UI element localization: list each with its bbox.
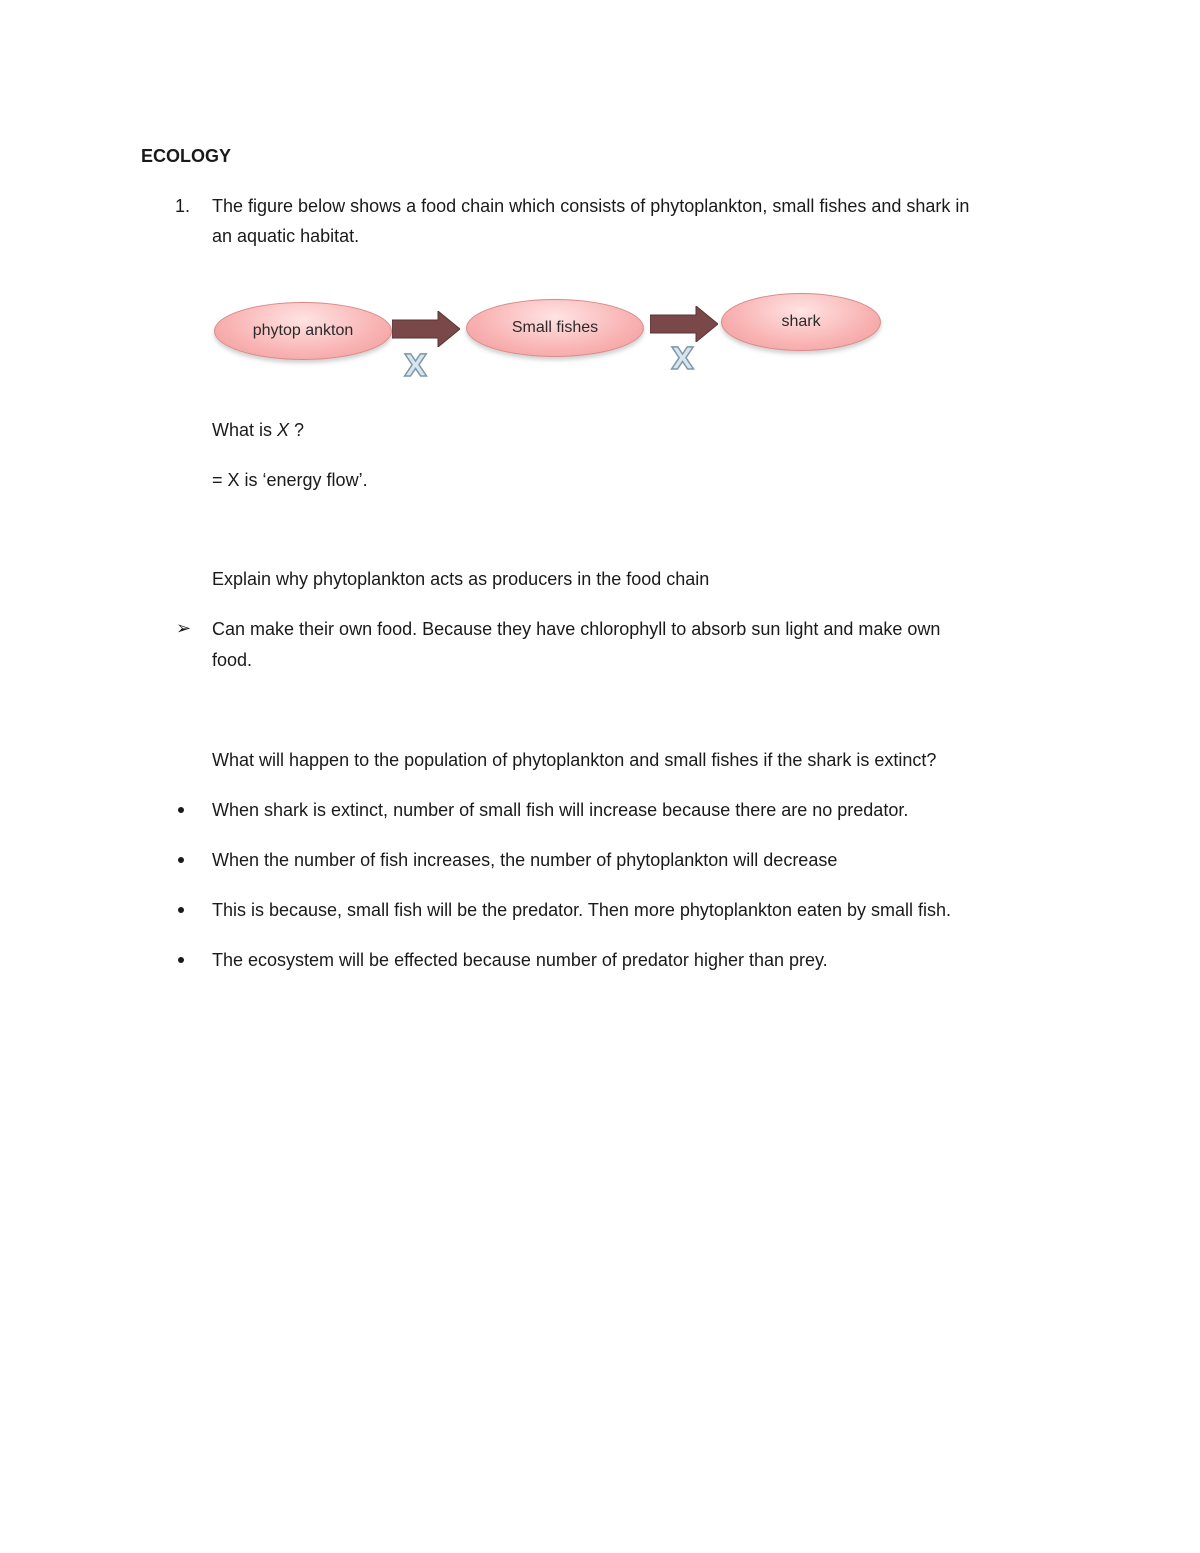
node-shark xyxy=(721,293,881,351)
document-heading: ECOLOGY xyxy=(141,146,232,166)
question-text-line-1: The figure below shows a food chain which consists of phytoplankton, small fishes and shark in xyxy=(212,196,970,216)
bullet-icon xyxy=(178,907,184,913)
arrow-label-1: X xyxy=(404,349,428,384)
answer-b-line-1: Can make their own food. Because they have chlorophyll to absorb sun light and make own xyxy=(212,619,941,639)
node-small-fishes-label: Small fishes xyxy=(511,319,599,336)
question-a-prefix: What is xyxy=(212,420,278,440)
arrow-2 xyxy=(650,306,718,342)
question-b: Explain why phytoplankton acts as producers in the food chain xyxy=(212,569,710,589)
answer-b-line-2: food. xyxy=(212,650,253,670)
question-a xyxy=(212,415,304,445)
node-small-fishes xyxy=(466,299,644,357)
bullet-icon xyxy=(178,957,184,963)
node-shark-label: shark xyxy=(781,313,821,330)
bullet-icon xyxy=(178,807,184,813)
node-phytoplankton-label: phytop ankton xyxy=(252,322,354,339)
answer-c-bullet-2: When the number of fish increases, the number of phytoplankton will decrease xyxy=(212,850,838,870)
question-text-line-2: an aquatic habitat. xyxy=(212,226,360,246)
node-phytoplankton xyxy=(214,302,392,360)
question-number: 1. xyxy=(175,196,191,216)
bullet-icon xyxy=(178,857,184,863)
arrow-label-2: X xyxy=(671,342,695,377)
answer-c-bullet-1: When shark is extinct, number of small fish will increase because there are no predator. xyxy=(212,800,909,820)
answer-a: = X is ‘energy flow’. xyxy=(212,470,368,490)
question-a-variable: X xyxy=(277,420,290,440)
question-a-suffix: ? xyxy=(289,420,305,440)
arrow-1 xyxy=(392,311,460,347)
answer-c-bullet-3: This is because, small fish will be the predator. Then more phytoplankton eaten by small fish. xyxy=(212,900,952,920)
answer-c-bullet-4: The ecosystem will be effected because number of predator higher than prey. xyxy=(212,950,828,970)
question-c: What will happen to the population of phytoplankton and small fishes if the shark is extinct? xyxy=(212,750,937,770)
arrowhead-bullet-icon: ➢ xyxy=(176,618,192,639)
